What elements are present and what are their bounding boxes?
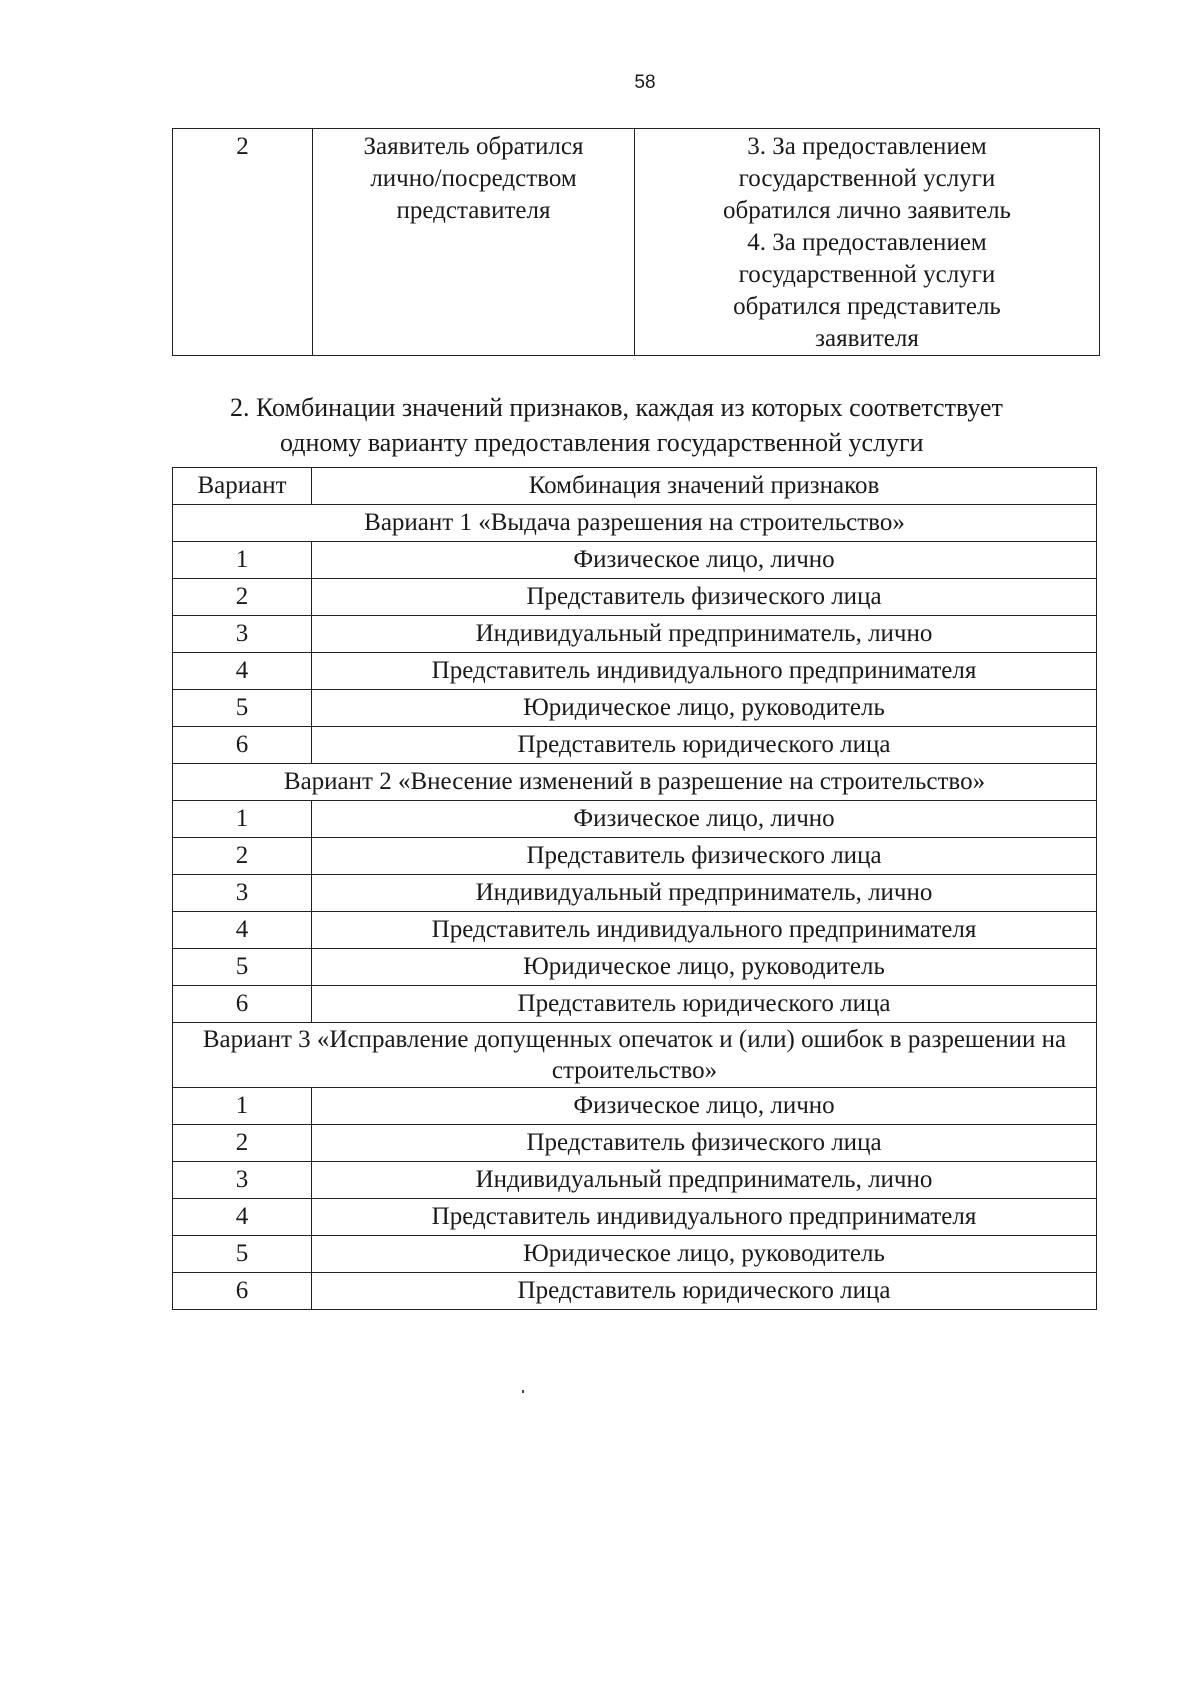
table-row xyxy=(173,616,1097,653)
row-number: 4 xyxy=(173,1199,312,1236)
value-line: обратился представитель xyxy=(733,293,1001,320)
combination-cell: Физическое лицо, лично xyxy=(312,801,1097,838)
table-row xyxy=(173,690,1097,727)
combination-cell: Представитель индивидуального предпринимателя xyxy=(312,912,1097,949)
criterion-line: лично/посредством xyxy=(370,165,577,192)
combination-cell: Юридическое лицо, руководитель xyxy=(312,690,1097,727)
value-line: заявителя xyxy=(815,325,919,352)
combination-cell: Индивидуальный предприниматель, лично xyxy=(312,616,1097,653)
row-number: 4 xyxy=(173,653,312,690)
combination-cell: Представитель юридического лица xyxy=(312,727,1097,764)
combination-cell: Представитель юридического лица xyxy=(312,1273,1097,1310)
criterion-line: Заявитель обратился xyxy=(363,133,584,160)
combination-cell: Физическое лицо, лично xyxy=(312,1088,1097,1125)
table-row xyxy=(173,1162,1097,1199)
row-number: 5 xyxy=(173,1236,312,1273)
combination-cell: Индивидуальный предприниматель, лично xyxy=(312,1162,1097,1199)
combination-cell: Юридическое лицо, руководитель xyxy=(312,949,1097,986)
combination-cell: Представитель физического лица xyxy=(312,838,1097,875)
table-row xyxy=(173,838,1097,875)
variant-group-title: Вариант 1 «Выдача разрешения на строительство» xyxy=(173,505,1097,542)
combination-cell: Индивидуальный предприниматель, лично xyxy=(312,875,1097,912)
table-row xyxy=(173,912,1097,949)
table-header-row xyxy=(173,468,1097,505)
table-row xyxy=(173,1125,1097,1162)
table-row xyxy=(173,1273,1097,1310)
row-number: 3 xyxy=(173,875,312,912)
values-cell xyxy=(635,129,1100,356)
row-number: 1 xyxy=(173,542,312,579)
variant-group-row xyxy=(173,1023,1097,1088)
row-number: 1 xyxy=(173,1088,312,1125)
table-row xyxy=(173,542,1097,579)
value-line: государственной услуги xyxy=(738,261,996,288)
header-variant: Вариант xyxy=(173,468,312,505)
combination-cell: Юридическое лицо, руководитель xyxy=(312,1236,1097,1273)
table-row xyxy=(173,129,1100,356)
row-number: 5 xyxy=(173,690,312,727)
table-row xyxy=(173,875,1097,912)
combination-cell: Физическое лицо, лично xyxy=(312,542,1097,579)
combination-cell: Представитель юридического лица xyxy=(312,986,1097,1023)
combination-cell: Представитель физического лица xyxy=(312,579,1097,616)
variant-group-title: Вариант 2 «Внесение изменений в разрешение на строительство» xyxy=(173,764,1097,801)
row-number: 3 xyxy=(173,1162,312,1199)
section-heading-line: 2. Комбинации значений признаков, каждая из которых соответствует xyxy=(230,393,1003,422)
row-number: 2 xyxy=(173,838,312,875)
row-number: 2 xyxy=(236,133,249,160)
section-heading xyxy=(230,390,1096,460)
scan-speck xyxy=(522,1390,524,1393)
section-heading-line: одному варианту предоставления государственной услуги xyxy=(280,428,924,457)
table-row xyxy=(173,1236,1097,1273)
row-number: 4 xyxy=(173,912,312,949)
row-number: 5 xyxy=(173,949,312,986)
table-row xyxy=(173,1199,1097,1236)
row-number: 6 xyxy=(173,986,312,1023)
table-row xyxy=(173,801,1097,838)
table-row xyxy=(173,949,1097,986)
variants-table xyxy=(172,467,1097,1310)
criterion-line: представителя xyxy=(396,197,551,224)
variant-group-row xyxy=(173,764,1097,801)
value-line: 3. За предоставлением xyxy=(747,133,987,160)
page-number: 58 xyxy=(634,72,656,93)
combination-cell: Представитель физического лица xyxy=(312,1125,1097,1162)
criteria-table xyxy=(172,128,1100,356)
table-row xyxy=(173,986,1097,1023)
table-row xyxy=(173,653,1097,690)
row-number: 2 xyxy=(173,579,312,616)
row-number: 6 xyxy=(173,1273,312,1310)
table-row xyxy=(173,579,1097,616)
variant-group-row xyxy=(173,505,1097,542)
row-number: 1 xyxy=(173,801,312,838)
header-combination: Комбинация значений признаков xyxy=(312,468,1097,505)
row-number: 6 xyxy=(173,727,312,764)
value-line: 4. За предоставлением xyxy=(747,229,987,256)
row-number: 2 xyxy=(173,1125,312,1162)
combination-cell: Представитель индивидуального предпринимателя xyxy=(312,1199,1097,1236)
table-row xyxy=(173,727,1097,764)
row-number-cell xyxy=(173,129,313,356)
value-line: обратился лично заявитель xyxy=(723,197,1011,224)
combination-cell: Представитель индивидуального предпринимателя xyxy=(312,653,1097,690)
table-row xyxy=(173,1088,1097,1125)
variant-group-title: Вариант 3 «Исправление допущенных опечаток и (или) ошибок в разрешении на строительство» xyxy=(173,1023,1097,1088)
criterion-cell xyxy=(313,129,635,356)
value-line: государственной услуги xyxy=(738,165,996,192)
row-number: 3 xyxy=(173,616,312,653)
